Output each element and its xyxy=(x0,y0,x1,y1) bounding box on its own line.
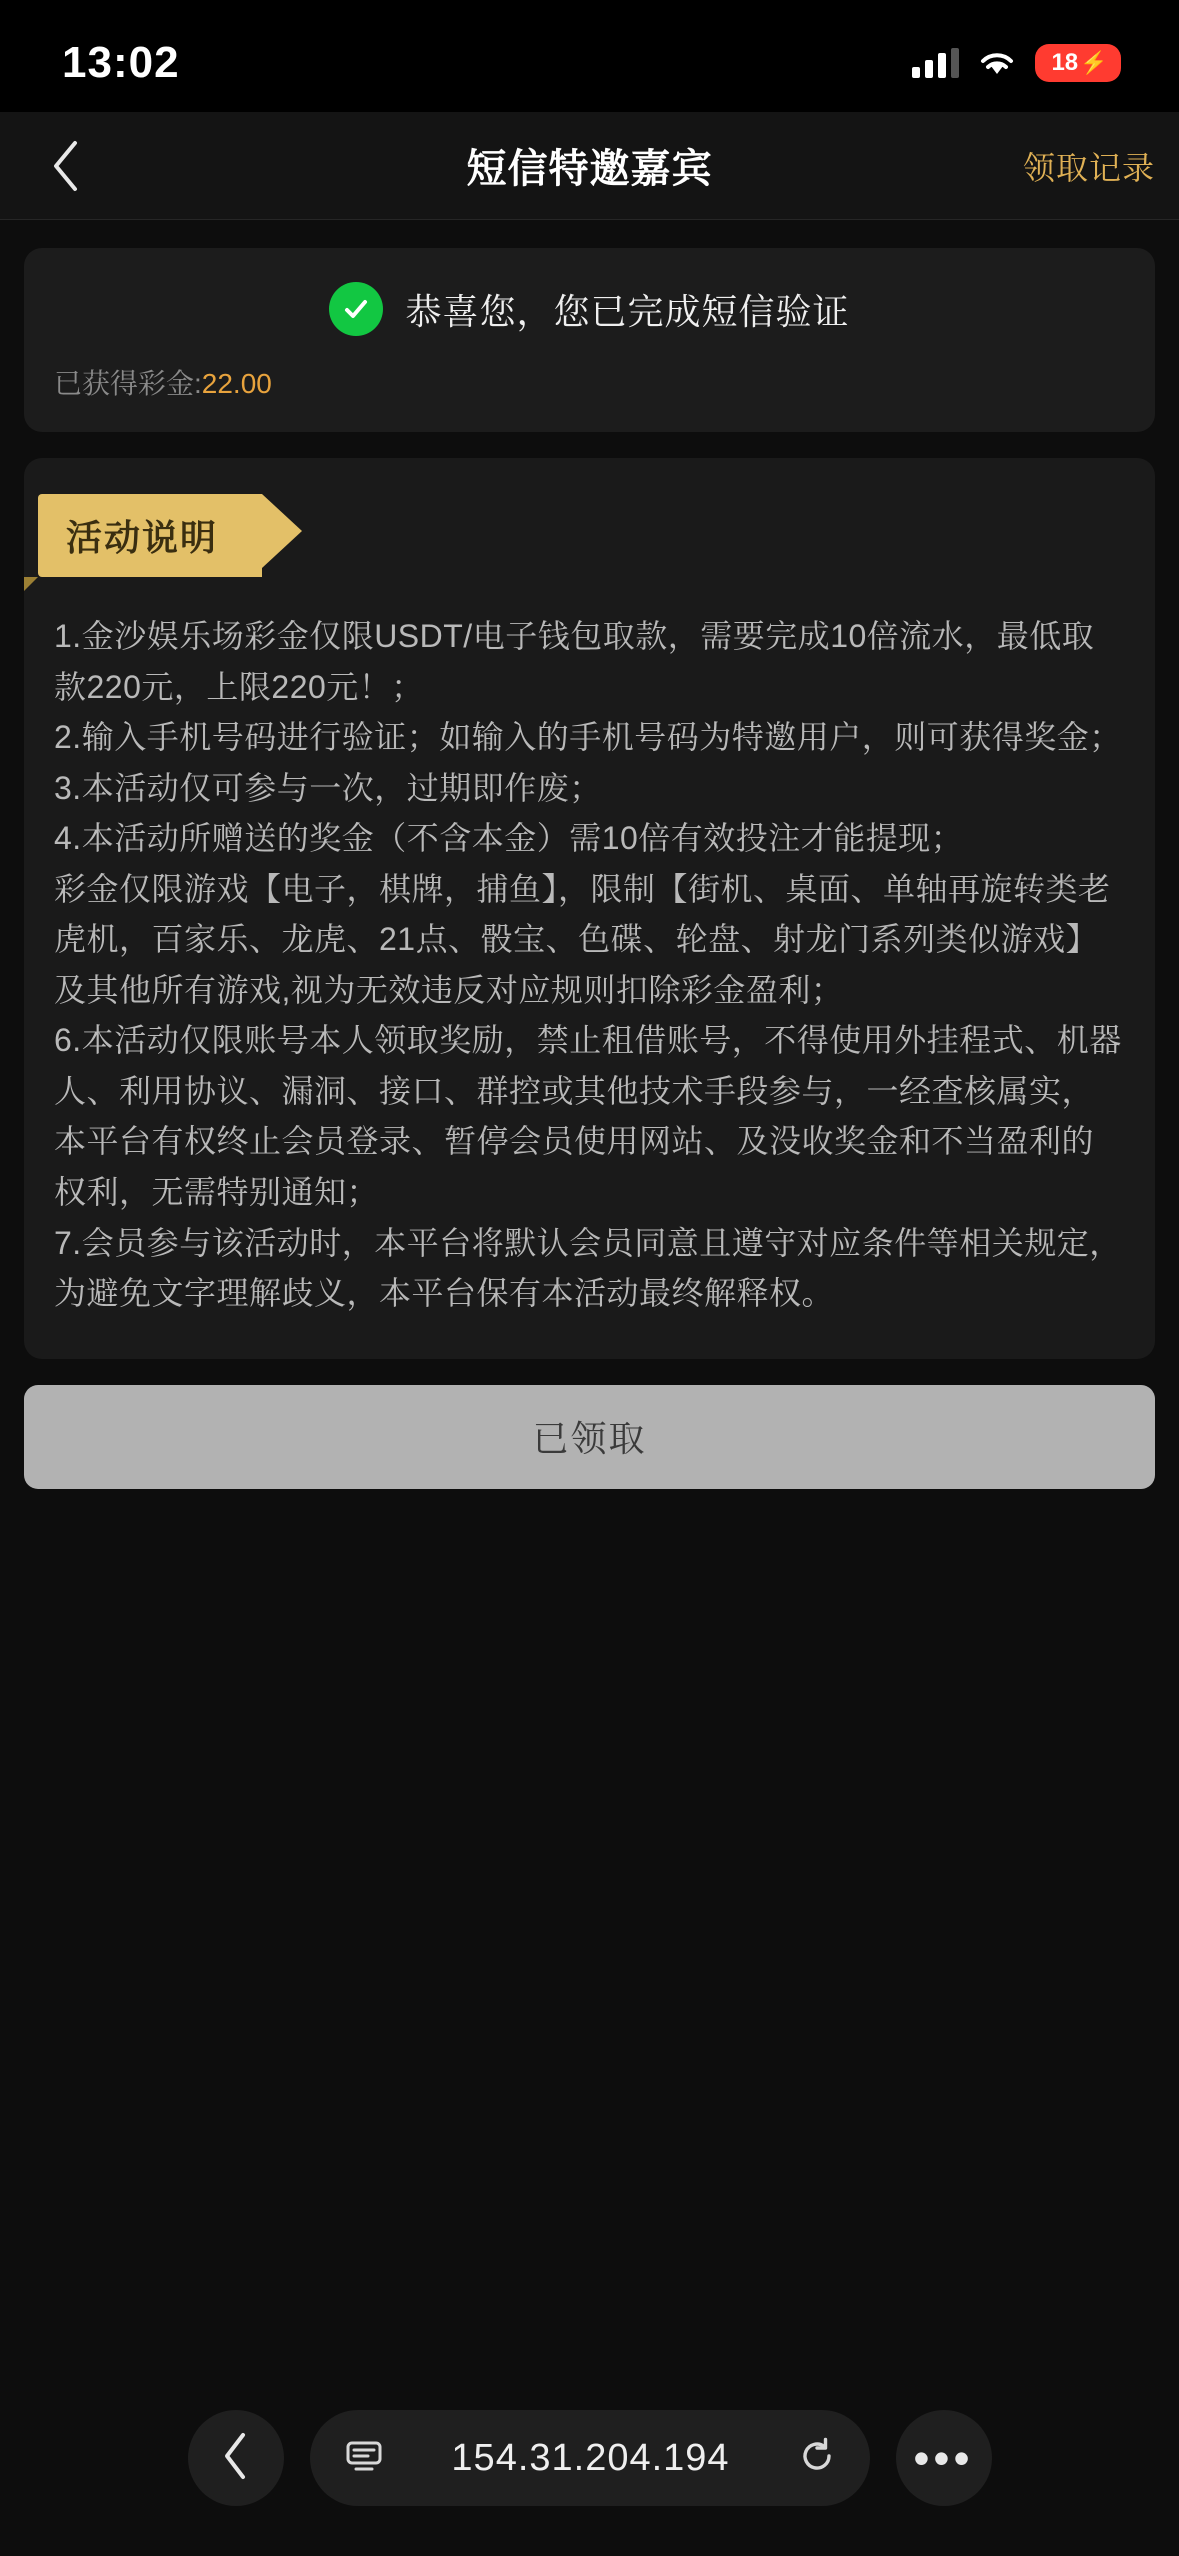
activity-rules-body xyxy=(24,577,1155,1319)
verification-status-row xyxy=(54,282,1125,336)
page-title: 短信特邀嘉宾 xyxy=(466,147,713,191)
chevron-left-icon xyxy=(221,2431,251,2486)
battery-level-label: 18 xyxy=(1051,49,1079,76)
claim-button-area xyxy=(0,1359,1179,1507)
wifi-icon xyxy=(977,48,1017,78)
page-header xyxy=(0,112,1179,220)
battery-bolt-icon: ⚡ xyxy=(1080,50,1108,75)
claim-records-link[interactable]: 领取记录 xyxy=(1022,149,1155,186)
browser-more-button[interactable] xyxy=(896,2410,992,2506)
activity-rules-card xyxy=(24,458,1155,1359)
browser-back-button[interactable] xyxy=(188,2410,284,2506)
verification-status-card xyxy=(24,248,1155,432)
main-content xyxy=(0,220,1179,1359)
cellular-signal-icon xyxy=(912,48,959,78)
chevron-left-icon xyxy=(49,138,83,194)
url-text[interactable]: 154.31.204.194 xyxy=(451,2436,730,2479)
activity-rules-ribbon-title: 活动说明 xyxy=(38,494,262,577)
rule-line: 1.金沙娱乐场彩金仅限USDT/电子钱包取款，需要完成10倍流水，最低取款220元，上限220元！； xyxy=(54,618,1095,705)
rule-line: 6.本活动仅限账号本人领取奖励，禁止租借账号，不得使用外挂程式、机器人、利用协议、漏洞、接口、群控或其他技术手段参与，一经查核属实，本平台有权终止会员登录、暂停会员使用网站、及没收奖金和不当盈利的权利，无需特别通知； xyxy=(54,1022,1122,1211)
claim-button[interactable]: 已领取 xyxy=(24,1385,1155,1489)
back-button[interactable] xyxy=(34,134,98,198)
url-bar[interactable] xyxy=(310,2410,870,2506)
more-dots-icon: ••• xyxy=(913,2431,974,2484)
rule-line: 彩金仅限游戏【电子，棋牌，捕鱼】，限制【街机、桌面、单轴再旋转类老虎机，百家乐、龙虎、21点、骰宝、色碟、轮盘、射龙门系列类似游戏】及其他所有游戏,视为无效违反对应规则扣除彩金盈利； xyxy=(54,870,1111,1008)
browser-toolbar xyxy=(0,2360,1179,2556)
rule-line: 7.会员参与该活动时，本平台将默认会员同意且遵守对应条件等相关规定，为避免文字理解歧义，本平台保有本活动最终解释权。 xyxy=(54,1224,1122,1312)
rule-line: 3.本活动仅可参与一次，过期即作废； xyxy=(54,769,602,806)
verification-status-text: 恭喜您，您已完成短信验证 xyxy=(405,290,850,332)
reader-view-icon[interactable] xyxy=(344,2438,384,2479)
bonus-label: 已获得彩金: xyxy=(54,368,202,399)
status-bar xyxy=(0,0,1179,112)
status-indicators xyxy=(912,30,1121,82)
battery-indicator xyxy=(1035,44,1121,82)
bonus-amount: 22.00 xyxy=(201,368,272,399)
rule-line: 2.输入手机号码进行验证；如输入的手机号码为特邀用户，则可获得奖金； xyxy=(54,719,1122,756)
check-circle-icon xyxy=(329,282,383,336)
bonus-amount-row xyxy=(54,362,1125,402)
reload-icon[interactable] xyxy=(798,2437,836,2480)
status-time: 13:02 xyxy=(62,38,180,87)
rule-line: 4.本活动所赠送的奖金（不含本金）需10倍有效投注才能提现； xyxy=(54,820,964,857)
